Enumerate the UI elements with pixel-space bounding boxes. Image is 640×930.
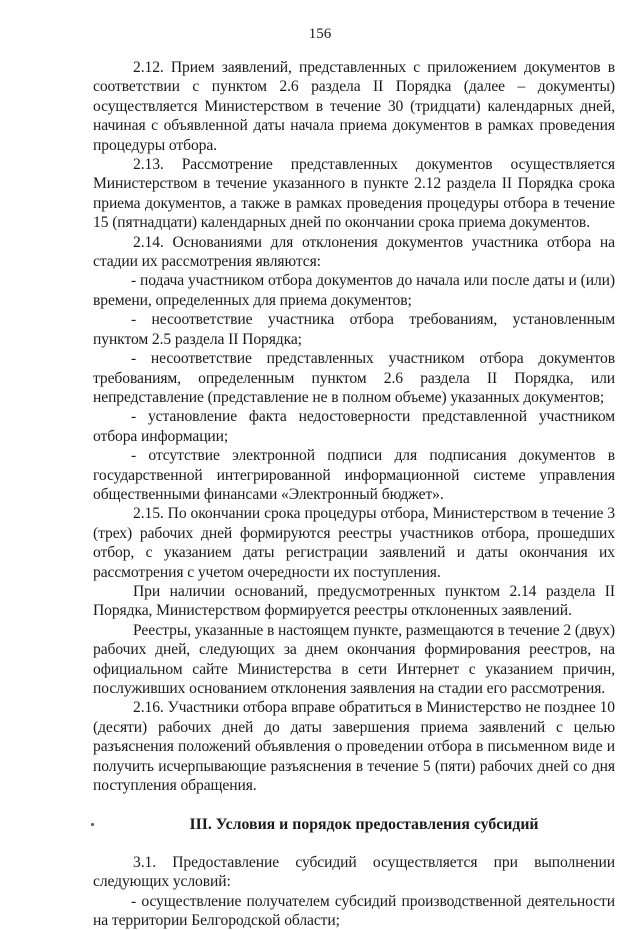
list-item-false-information: - установление факта недостоверности представленной участником отбора информации; [93, 408, 615, 445]
paragraph-registers-publication: Реестры, указанные в настоящем пункте, размещаются в течение 2 (двух) рабочих дней, следующих за днем окончания формирования реестров, на официальном сайте Министерства в сети Интернет с указанием причин, послуживших основанием отклонения заявления на стадии его рассмотрения. [93, 621, 615, 697]
section-heading: III. Условия и порядок предоставления субсидий [189, 816, 539, 834]
list-item-deadline: - подача участником отбора документов до начала или после даты и (или) времени, определенных для приема документов; [93, 272, 615, 309]
list-item-production-activity: - осуществление получателем субсидий производственной деятельности на территории Белгородской области; [93, 892, 615, 930]
paragraph-2-14: 2.14. Основаниями для отклонения документов участника отбора на стадии их рассмотрения являются: [93, 233, 615, 271]
paragraph-3-1: 3.1. Предоставление субсидий осуществляется при выполнении следующих условий: [93, 853, 615, 891]
document-body [93, 58, 615, 930]
page-number: 156 [308, 26, 332, 42]
scan-mark [91, 823, 94, 826]
paragraph-2-16: 2.16. Участники отбора вправе обратиться в Министерство не позднее 10 (десяти) рабочих дней до даты завершения приема заявлений с целью разъяснения положений объявления о проведении отбора в письменном виде и получить исчерпывающие разъяснения в течение 5 (пяти) рабочих дней со дня поступления обращения. [93, 699, 615, 795]
paragraph-2-12: 2.12. Прием заявлений, представленных с приложением документов в соответствии с пунктом 2.6 раздела II Порядка (далее – документы) осуществляется Министерством в течение 30 (тридцати) календарных дней, начиная с объявленной даты начала приема документов в рамках проведения процедуры отбора. [93, 59, 615, 154]
list-item-documents-mismatch: - несоответствие представленных участником отбора документов требованиям, определенным пунктом 2.6 раздела II Порядка, или непредставление (представление не в полном объеме) указанных документов; [93, 350, 615, 406]
list-item-participant-mismatch: - несоответствие участника отбора требованиям, установленным пунктом 2.5 раздела II Порядка; [93, 311, 615, 348]
paragraph-rejected-registers: При наличии оснований, предусмотренных пунктом 2.14 раздела II Порядка, Министерством формируется реестры отклоненных заявлений. [93, 582, 615, 620]
list-item-no-signature: - отсутствие электронной подписи для подписания документов в государственной интегрированной информационной системе управления общественными финансами «Электронный бюджет». [93, 447, 615, 503]
paragraph-2-13: 2.13. Рассмотрение представленных документов осуществляется Министерством в течение указанного в пункте 2.12 раздела II Порядка срока приема документов, а также в рамках проведения процедуры отбора в течение 15 (пятнадцати) календарных дней по окончании срока приема документов. [93, 156, 615, 232]
paragraph-2-15: 2.15. По окончании срока процедуры отбора, Министерством в течение 3 (трех) рабочих дней формируются реестры участников отбора, прошедших отбор, с указанием даты регистрации заявлений и даты окончания их рассмотрения с учетом очередности их поступления. [93, 505, 615, 581]
